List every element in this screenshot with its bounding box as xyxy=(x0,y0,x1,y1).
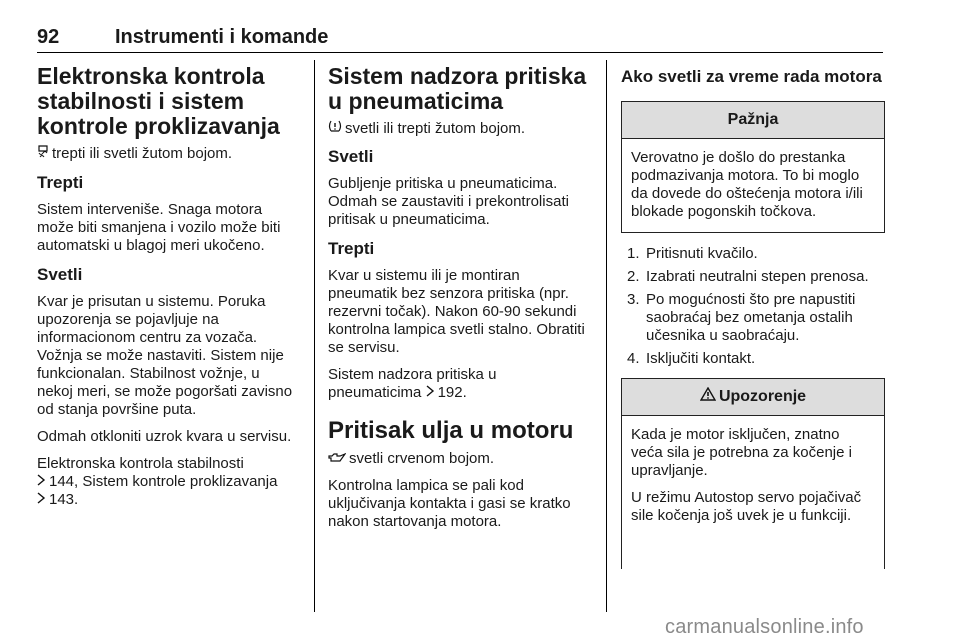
esc-skid-icon xyxy=(37,145,49,163)
warning-triangle-icon xyxy=(700,379,716,415)
step-number: 1. xyxy=(627,245,640,262)
ref-text: Elektronska kontrola stabilnosti xyxy=(37,455,244,472)
section-heading-esc: Elektronska kontrola stabilnosti i sistem kontrole proklizavanja xyxy=(37,63,280,139)
reference-arrow-icon xyxy=(37,491,46,509)
paragraph: Kvar u sistemu ili je montiran pneumatik bez senzora pritiska (npr. rezervni točak). Nakon 60-90 sekundi kontrolna lampica svetli stalno. Obratiti se servisu. xyxy=(328,267,585,356)
page-reference-link[interactable]: 143. xyxy=(49,491,79,508)
watermark: carmanualsonline.info xyxy=(665,616,864,638)
subsection-heading: Ako svetli za vreme rada motora xyxy=(621,67,882,86)
tire-pressure-icon xyxy=(328,120,342,138)
list-item xyxy=(621,268,885,286)
warning-text: Kada je motor isključen, znatno veća sila je potrebna za kočenje i upravljanje. xyxy=(631,426,852,479)
page-header xyxy=(37,24,883,53)
step-text: Pritisnuti kvačilo. xyxy=(646,245,758,262)
esc-indicator-text: trepti ili svetli žutom bojom. xyxy=(52,145,233,162)
ref-text: Sistem nadzora pritiska u pneumaticima xyxy=(328,366,497,401)
column-divider xyxy=(606,60,607,612)
step-text: Isključiti kontakt. xyxy=(646,350,756,367)
subheading-svetli: Svetli xyxy=(37,265,83,284)
list-item xyxy=(621,291,885,345)
cross-reference-paragraph xyxy=(328,366,590,402)
notice-text: Verovatno je došlo do prestanka podmazivanja motora. To bi moglo da dovede do oštećenja motora i/ili blokade pogonskih točkova. xyxy=(631,149,863,220)
step-number: 4. xyxy=(627,350,640,367)
step-text: Po mogućnosti što pre napustiti saobraćaj bez ometanja ostalih učesnika u saobraćaju. xyxy=(646,291,856,344)
subheading-trepti: Trepti xyxy=(328,239,375,258)
page-reference-link[interactable]: 144, Sistem kontrole proklizavanja xyxy=(49,473,278,490)
reference-arrow-icon xyxy=(37,473,46,491)
reference-arrow-icon xyxy=(426,384,435,402)
list-item xyxy=(621,350,885,368)
subheading-svetli: Svetli xyxy=(328,147,374,166)
oil-can-icon xyxy=(328,450,346,468)
chapter-title: Instrumenti i komande xyxy=(115,26,329,48)
oil-indicator-line xyxy=(328,450,590,468)
section-heading-oil-pressure: Pritisak ulja u motoru xyxy=(328,417,574,444)
column-esc xyxy=(37,64,299,518)
page-number: 92 xyxy=(37,26,60,48)
page-reference-link[interactable]: 192. xyxy=(437,384,467,401)
step-number: 2. xyxy=(627,268,640,285)
warning-text: U režimu Autostop servo pojačivač sile kočenja još uvek je u funkciji. xyxy=(631,489,862,524)
step-number: 3. xyxy=(627,291,640,308)
column-oil-running xyxy=(621,64,885,569)
paragraph: Sistem interveniše. Snaga motora može biti smanjena i vozilo može biti automatski u blagoj meri ukočeno. xyxy=(37,201,281,254)
subheading-trepti: Trepti xyxy=(37,173,84,192)
tpms-indicator-line xyxy=(328,120,590,138)
warning-header xyxy=(622,379,884,416)
paragraph: Kvar je prisutan u sistemu. Poruka upozorenja se pojavljuje na informacionom centru za vozača. Vožnja se može nastaviti. Sistem nije funkcionalan. Stabilnost vožnje, u nekoj meri, se može pogoršati zavisno od stanja površine puta. xyxy=(37,293,293,418)
notice-title: Pažnja xyxy=(622,102,884,139)
column-divider xyxy=(314,60,315,612)
tpms-indicator-text: svetli ili trepti žutom bojom. xyxy=(345,120,526,137)
column-tpms xyxy=(328,64,590,540)
paragraph: Gubljenje pritiska u pneumaticima. Odmah se zaustaviti i prekontrolisati pritisak u pneumaticima. xyxy=(328,175,569,228)
oil-indicator-text: svetli crvenom bojom. xyxy=(349,450,495,467)
paragraph: Kontrolna lampica se pali kod uključivanja kontakta i gasi se kratko nakon startovanja motora. xyxy=(328,477,571,530)
paragraph: Odmah otkloniti uzrok kvara u servisu. xyxy=(37,428,292,445)
section-heading-tpms: Sistem nadzora pritiska u pneumaticima xyxy=(328,63,587,114)
notice-box xyxy=(621,101,885,233)
list-item xyxy=(621,245,885,263)
warning-box xyxy=(621,378,885,569)
warning-title: Upozorenje xyxy=(718,388,807,405)
cross-reference-paragraph xyxy=(37,455,299,509)
esc-indicator-line xyxy=(37,145,299,163)
step-text: Izabrati neutralni stepen prenosa. xyxy=(646,268,869,285)
step-list xyxy=(621,245,885,368)
